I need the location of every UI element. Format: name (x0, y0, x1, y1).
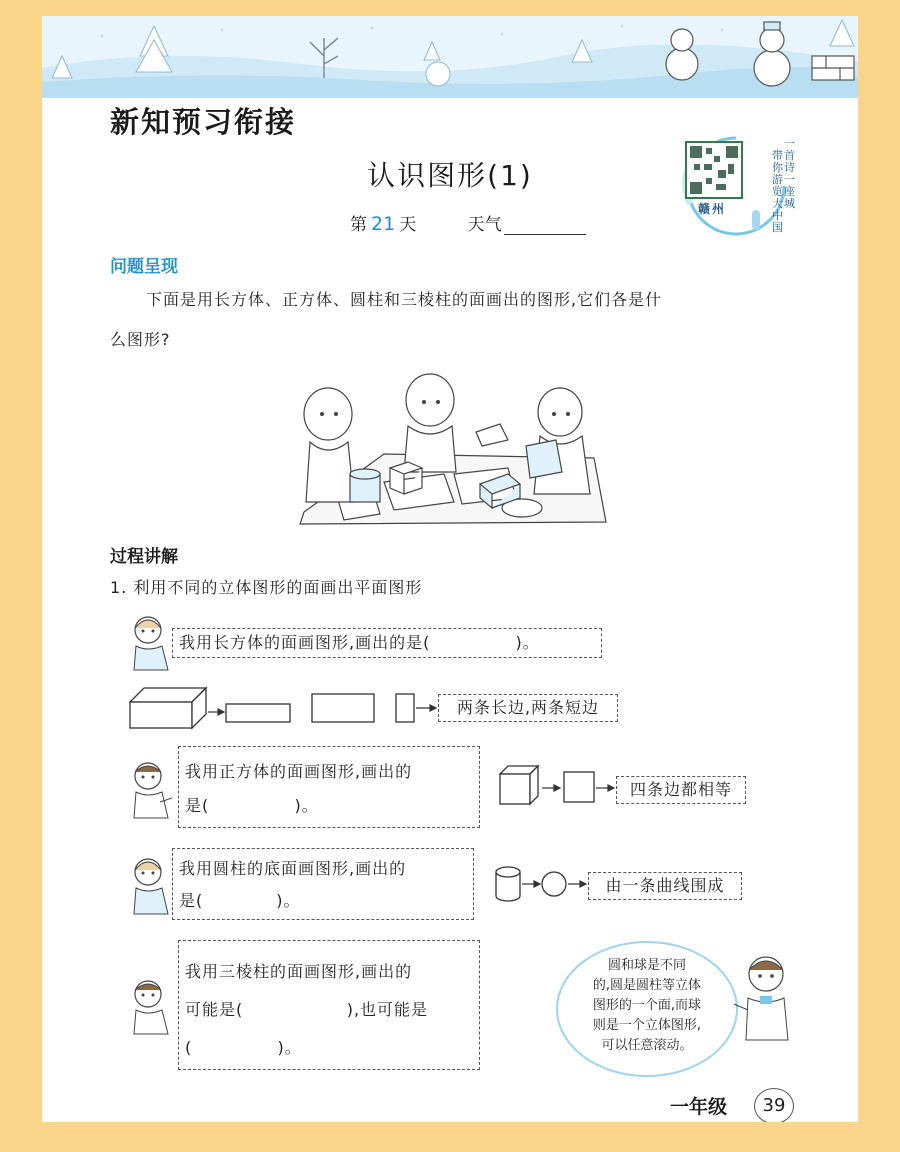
children-drawing-illustration (294, 362, 612, 526)
winter-banner-illustration (42, 16, 858, 98)
cuboid-note-box: 两条长边,两条短边 (438, 694, 618, 722)
prism-question-line-1: 我用三棱柱的面画图形,画出的 (185, 962, 413, 981)
qr-city-label: 赣州 (698, 202, 727, 216)
qr-badge (676, 134, 796, 242)
day-number: 21 (371, 213, 396, 235)
day-weather-line (350, 210, 586, 235)
prism-question-box[interactable] (178, 940, 480, 1070)
day-suffix: 天 (399, 215, 417, 235)
cylinder-question-box[interactable] (172, 848, 474, 920)
qr-slogan-col1: 一首诗一座城 (784, 137, 795, 210)
teacher-boy-icon (732, 950, 796, 1042)
tip-text (564, 956, 730, 1056)
prism-question-line-2: 可能是( ),也可能是 (185, 1000, 429, 1019)
tip-line-3: 图形的一个面,而球 (592, 998, 702, 1013)
process-heading: 过程讲解 (110, 547, 178, 567)
cube-note-box: 四条边都相等 (616, 776, 746, 804)
cuboid-question-box[interactable]: 我用长方体的面画图形,画出的是( )。 (172, 628, 602, 658)
boy-avatar-icon (128, 758, 174, 820)
section-title: 新知预习衔接 (110, 105, 297, 139)
page-number: 39 (754, 1088, 794, 1122)
cube-question-line-1: 我用正方体的面画图形,画出的 (185, 762, 413, 781)
boy-avatar-2-icon (128, 976, 174, 1036)
tip-line-2: 的,圆是圆柱等立体 (592, 978, 702, 993)
problem-heading: 问题呈现 (110, 257, 178, 277)
weather-label: 天气 (467, 215, 502, 235)
girl-avatar-icon (128, 612, 174, 672)
cube-question-box[interactable] (178, 746, 480, 828)
cylinder-question-line-1: 我用圆柱的底面画图形,画出的 (179, 859, 407, 878)
cube-question-line-2: 是( )。 (185, 796, 319, 815)
workbook-page (42, 16, 858, 1122)
tip-line-4: 则是一个立体图形, (592, 1018, 702, 1033)
cylinder-shapes-diagram (492, 864, 592, 904)
problem-line-2: 么图形? (110, 330, 171, 349)
lesson-title: 认识图形(1) (367, 159, 533, 192)
grade-label: 一年级 (670, 1096, 728, 1118)
cuboid-shapes-diagram (128, 684, 444, 732)
qr-slogan-col2: 带你游览大中国 (772, 149, 783, 234)
girl-avatar-2-icon (128, 854, 174, 916)
day-prefix: 第 (350, 215, 367, 235)
problem-line-1: 下面是用长方体、正方体、圆柱和三棱柱的面画出的图形,它们各是什 (146, 290, 663, 309)
prism-question-line-3: ( )。 (185, 1038, 302, 1057)
tip-line-5: 可以任意滚动。 (601, 1038, 693, 1053)
tip-line-1: 圆和球是不同 (607, 958, 686, 973)
cylinder-question-line-2: 是( )。 (179, 891, 301, 910)
cube-shapes-diagram (498, 764, 630, 808)
cylinder-note-box: 由一条曲线围成 (588, 872, 742, 900)
weather-blank[interactable] (504, 218, 586, 235)
process-item-1: 1. 利用不同的立体图形的面画出平面图形 (110, 578, 423, 597)
